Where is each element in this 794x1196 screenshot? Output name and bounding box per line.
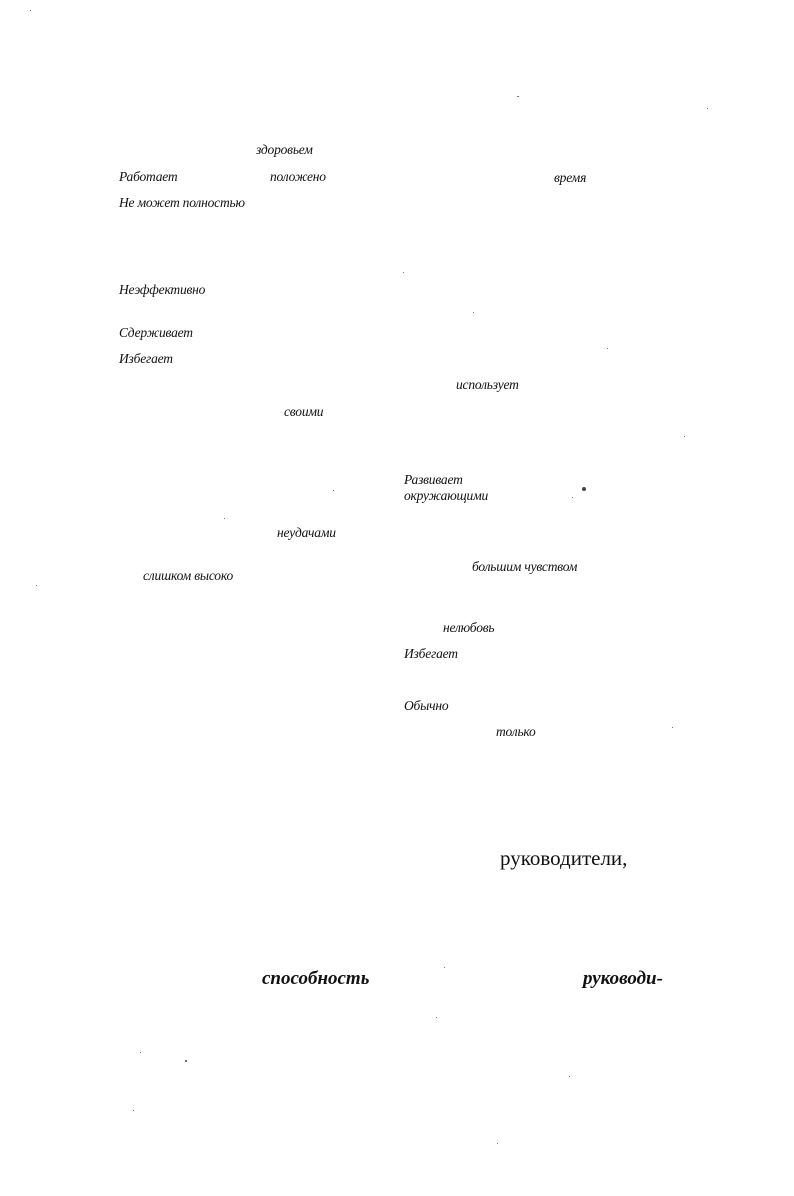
scan-speck	[684, 436, 685, 437]
scan-speck	[707, 108, 708, 109]
word-supposed: положено	[270, 169, 326, 184]
heading-leader-hyphen: руководи-	[583, 968, 663, 989]
word-cannot-fully: Не может полностью	[119, 195, 245, 210]
scan-speck	[140, 1052, 141, 1053]
scan-speck	[333, 490, 334, 491]
word-failures: неудачами	[277, 525, 336, 540]
scan-speck	[444, 967, 445, 968]
scan-speck	[569, 1076, 570, 1077]
word-great-feeling: большим чувством	[472, 559, 578, 574]
word-avoids-1: Избегает	[119, 351, 173, 366]
word-too-high: слишком высоко	[143, 568, 234, 583]
word-restrains: Сдерживает	[119, 325, 193, 340]
scan-speck	[30, 10, 31, 11]
word-uses: использует	[456, 377, 519, 392]
scan-speck	[436, 1017, 437, 1018]
scan-speck	[224, 518, 225, 519]
heading-leaders: руководители,	[500, 846, 628, 870]
word-health: здоровьем	[256, 142, 313, 157]
scan-speck	[672, 727, 673, 728]
word-only: только	[496, 724, 536, 739]
scan-edge-mark	[268, 0, 408, 2]
scan-speck	[582, 487, 586, 491]
word-dislike: нелюбовь	[443, 620, 495, 635]
scan-speck	[497, 1143, 498, 1144]
scan-speck	[36, 585, 37, 586]
word-time: время	[554, 170, 587, 185]
scan-speck	[133, 1110, 134, 1111]
word-surrounding: окружающими	[404, 488, 489, 503]
heading-ability: способность	[262, 968, 370, 989]
scan-speck	[185, 1060, 187, 1062]
scan-speck	[572, 497, 573, 498]
scan-speck	[517, 96, 519, 97]
scan-speck	[473, 312, 474, 313]
word-usually: Обычно	[404, 698, 449, 713]
word-works: Работает	[119, 169, 178, 184]
scan-speck	[403, 272, 404, 273]
word-own: своими	[284, 404, 324, 419]
word-avoids-2: Избегает	[404, 646, 458, 661]
word-develops: Развивает	[404, 472, 463, 487]
word-ineffective: Неэффективно	[119, 282, 206, 297]
scan-speck	[607, 348, 608, 349]
